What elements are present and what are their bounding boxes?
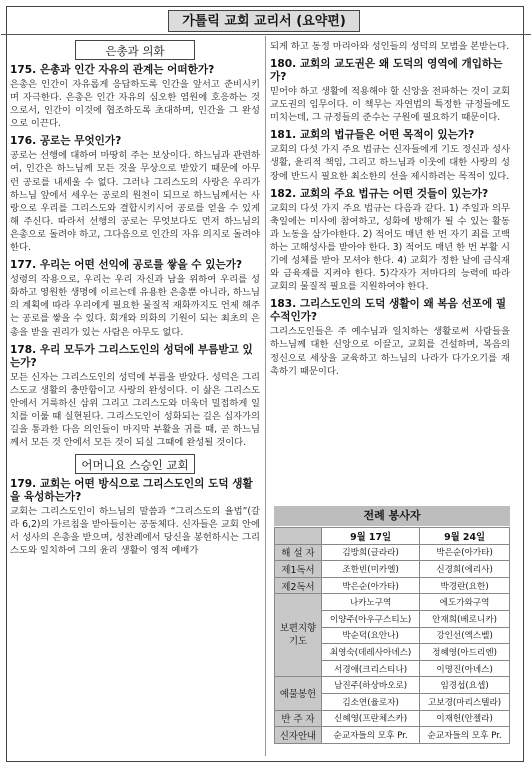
- server-cell: 최영숙(데레사아녜스): [322, 644, 420, 661]
- server-cell: 이명진(아녜스): [420, 660, 510, 677]
- question: 181. 교회의 법규들은 어떤 목적이 있는가?: [270, 129, 475, 142]
- liturgy-servers-table: [274, 527, 510, 744]
- server-cell: 박순덕(요안나): [322, 627, 420, 644]
- qa-179: [10, 478, 260, 557]
- page-title: 가톨릭 교회 교리서 (요약편): [168, 10, 360, 32]
- question: 180. 교회의 교도권은 왜 도덕의 영역에 개입하는가?: [270, 58, 503, 84]
- answer: 모든 신자는 그리스도인의 성덕에 부름을 받았다. 성덕은 그리스도교 생활의 충만함이고 사랑의 완성이다. 이 삶은 그리스도 안에서 거룩하신 삼위 그리고 그리스도와 더욱더 밀접하게 일치를 이룰 때 실현된다. 그리스도인이 성화되는 길은 십자가의 길을 통과한 다음 의인들이 마지막 부활을 귀를 때, 곧 하느님께서 모든 것 안에서 모든 것이 되실 그때에 완성될 것이다.: [10, 371, 260, 449]
- section-heading-church: 어머니요 스승인 교회: [75, 454, 195, 474]
- server-cell: 강인선(엑스벨): [420, 627, 510, 644]
- server-cell: 안재희(베로니카): [420, 610, 510, 627]
- section-heading-grace: 은총과 의화: [75, 40, 195, 60]
- server-cell: 임경섭(요셉): [420, 677, 510, 694]
- server-cell: 서경애(크리스티나): [322, 660, 420, 677]
- table-row: [275, 544, 510, 561]
- role-label-prayer: 보편지향기도: [275, 594, 322, 677]
- server-cell: 박경란(요한): [420, 577, 510, 594]
- qa-177: [10, 259, 260, 338]
- header-blank-cell: [275, 528, 322, 545]
- qa-182: [270, 188, 510, 294]
- table-row: [275, 677, 510, 694]
- question: 183. 그리스도인의 도덕 생활이 왜 복음 선포에 필수적인가?: [270, 298, 507, 324]
- server-cell: 고보경(마리스텔라): [420, 693, 510, 710]
- server-cell: 김방희(글라라): [322, 544, 420, 561]
- qa-178: [10, 344, 260, 450]
- date-header-2: 9월 24일: [420, 528, 510, 545]
- role-label: 신자안내: [275, 727, 322, 744]
- qa-180: [270, 58, 510, 124]
- question: 179. 교회는 어떤 방식으로 그리스도인의 도덕 생활을 육성하는가?: [10, 478, 253, 504]
- server-cell: 순교자들의 모후 Pr.: [322, 727, 420, 744]
- table-row: [275, 710, 510, 727]
- server-cell: 이양주(아우구스티노): [322, 610, 420, 627]
- answer: 공로는 선행에 대하여 마땅히 주는 보상이다. 하느님과 관련하여, 인간은 하느님께 모든 것을 무상으로 받았기 때문에 아무런 공로를 내세울 수 없다. 그러나 그리스도의 사랑은 우리가 하느님 앞에서 세우는 공로의 원천이 되므로 하느님께서는 사랑으로 우리를 그리스도와 결합시키시어 공로를 얻을 수 있게 해 주신다. 따라서 선행의 공로는 무엇보다도 먼저 하느님의 은총으로 돌려야 하고, 그다음으로 인간의 자유 의지로 돌려야 한다.: [10, 150, 260, 254]
- answer: 은총은 인간이 자유롭게 응답하도록 인간을 앞서고 준비시키며 자극한다. 은총은 인간 자유의 심오한 염원에 호응하는 것으로서, 인간이 이것에 협조하도록 초대하며, 인간을 그 완성으로 이끈다.: [10, 79, 260, 130]
- qa-183: [270, 298, 510, 377]
- server-cell: 이재헌(안젤라): [420, 710, 510, 727]
- table-row: [275, 594, 510, 611]
- server-cell: 순교자들의 모후 Pr.: [420, 727, 510, 744]
- date-header-1: 9월 17일: [322, 528, 420, 545]
- qa-179-continued: [270, 40, 510, 53]
- server-cell: 박은순(아가타): [420, 544, 510, 561]
- server-cell: 나카노구역: [322, 594, 420, 611]
- server-cell: 신혜영(프란체스카): [322, 710, 420, 727]
- table-header-row: [275, 528, 510, 545]
- server-cell: 에도가와구역: [420, 594, 510, 611]
- qa-181: [270, 129, 510, 182]
- server-cell: 조한빈(미카엘): [322, 561, 420, 578]
- question: 175. 은총과 인간 자유의 관계는 어떠한가?: [10, 64, 215, 76]
- liturgy-servers-title: 전례 봉사자: [274, 506, 510, 526]
- role-label: 반 주 자: [275, 710, 322, 727]
- answer: 믿어야 하고 생활에 적용해야 할 신앙을 전파하는 것이 교회 교도권의 임무이다. 이 책무는 자연법의 특정한 규정들에도 미치는데, 그 규정들의 준수는 구원에 필요하기 때문이다.: [270, 86, 510, 124]
- question: 177. 우리는 어떤 선익에 공로를 쌓을 수 있는가?: [10, 259, 243, 272]
- answer: 그리스도인들은 주 예수님과 일치하는 생활로써 사람들을 하느님께 대한 신앙으로 이끌고, 교회를 건설하며, 복음의 정신으로 세상을 교육하고 하느님의 나라가 다가오기를 재촉하기 때문이다.: [270, 326, 510, 377]
- table-row: [275, 577, 510, 594]
- answer: 교회의 다섯 가지 주요 법규는 다음과 같다. 1) 주일과 의무 축일에는 미사에 참여하고, 성화에 방해가 될 수 있는 활동과 노동을 삼가야한다. 2) 적어도 매년 한 번 자기 죄를 고백하는 고해성사를 받아야 한다. 3) 적어도 매년 한 번 부활 시기에 성체를 받아 모셔야 한다. 4) 교회가 정한 날에 금식재와 금육재를 지켜야 한다. 5)각자가 저마다의 능력에 따라 교회의 물질적 필요를 지원하여야 한다.: [270, 202, 510, 293]
- role-label: 제1독서: [275, 561, 322, 578]
- right-column: [270, 40, 510, 383]
- answer-continued: 되게 하고 동정 마리아와 성인들의 성덕의 모범을 본받는다.: [270, 41, 510, 52]
- server-cell: 남진주(하상바오로): [322, 677, 420, 694]
- answer: 성령의 작용으로, 우리는 우리 자신과 남을 위하여 우리를 성화하고 영원한 생명에 이르는데 유용한 은총뿐 아니라, 하느님의 계획에 따라 우리에게 필요한 물질적 재화까지도 언제 해주는 공로를 쌓을 수 있다. 회개와 의화의 기원이 되는 최초의 은총을 받을 권리가 있는 사람은 아무도 없다.: [10, 274, 260, 338]
- server-cell: 김소연(율로자): [322, 693, 420, 710]
- role-label-offering: 예물봉헌: [275, 677, 322, 710]
- qa-176: [10, 135, 260, 254]
- table-row: [275, 561, 510, 578]
- role-label: 제2독서: [275, 577, 322, 594]
- question: 182. 교회의 주요 법규는 어떤 것들이 있는가?: [270, 187, 489, 200]
- answer: 교회는 그리스도인이 하느님의 말씀과 “그리스도의 율법”(갈라 6,2)의 가르침을 받아들이는 공동체다. 신자들은 교회 안에서 성사의 은총을 받으며, 성찬례에서 당신을 봉헌하시는 그리스도와 일치하여 그의 윤리 생활이 영적 예배가: [10, 506, 260, 557]
- left-column: [10, 40, 260, 563]
- server-cell: 박은순(아가타): [322, 577, 420, 594]
- title-divider: [1, 34, 531, 35]
- server-cell: 신경희(에리사): [420, 561, 510, 578]
- column-divider: [265, 36, 266, 756]
- server-cell: 정혜영(아드리엔): [420, 644, 510, 661]
- question: 178. 우리 모두가 그리스도인의 성덕에 부름받고 있는가?: [10, 343, 253, 369]
- qa-175: [10, 64, 260, 130]
- table-row: [275, 727, 510, 744]
- question: 176. 공로는 무엇인가?: [10, 135, 122, 148]
- answer: 교회의 다섯 가지 주요 법규는 신자들에게 기도 정신과 성사 생활, 윤리적 책임, 그리고 하느님과 이웃에 대한 사랑의 성장에 반드시 필요한 최소한의 선을 제시하려는 목적이 있다.: [270, 144, 510, 182]
- role-label: 해 설 자: [275, 544, 322, 561]
